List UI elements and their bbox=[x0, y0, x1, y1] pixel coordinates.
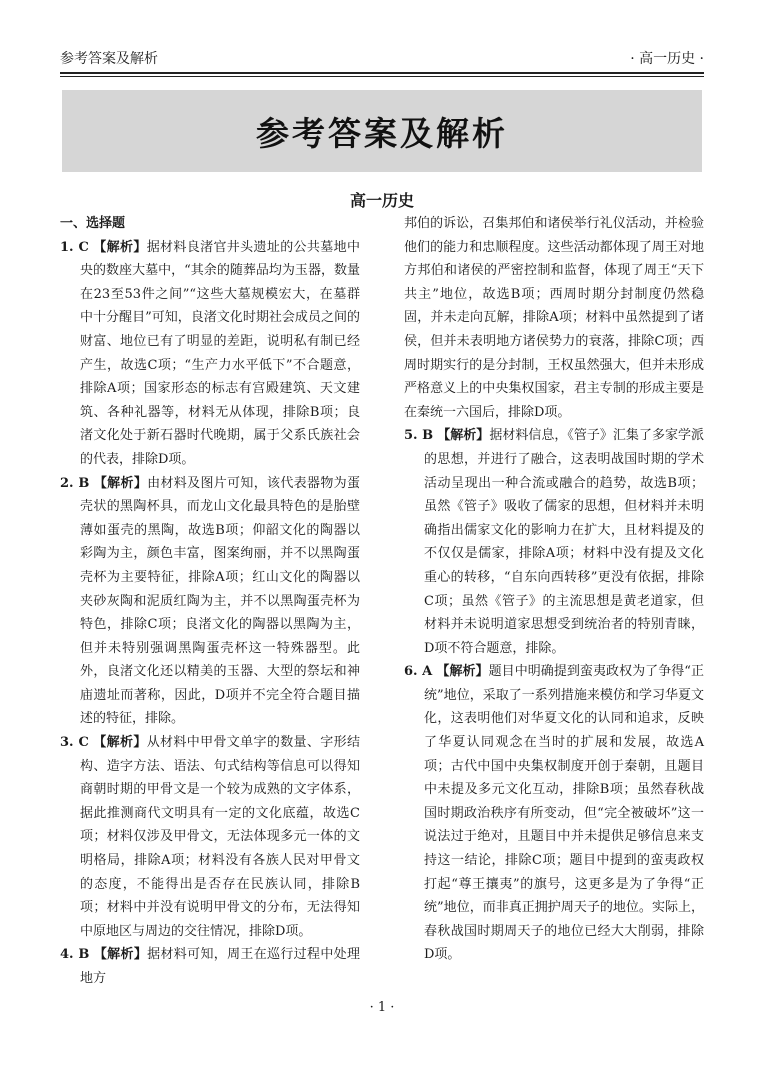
answer-item-3 bbox=[60, 731, 360, 943]
answer-number: 2. B bbox=[60, 475, 90, 491]
running-header bbox=[60, 44, 704, 70]
title-banner bbox=[62, 90, 702, 172]
answer-number: 4. B bbox=[60, 947, 90, 963]
answer-text: 题目中明确提到蛮夷政权为了争得“正统”地位，采取了一系列措施来模仿和学习华夏文化，这表明他们对华夏文化的认同和追求，反映了华夏认同观念在当时的扩展和发展，故选A项；古代中国中央集权制度开创于秦朝，且题目中未提及多元文化互动，排除B项；虽然春秋战国时期政治秩序有所变动，但“完全被破坏”这一说法过于绝对，且题目中并未提供足够信息来支持这一结论，排除C项；题目中提到的蛮夷政权打起“尊王攘夷”的旗号，这更多是为了争得“正统”地位，而非真正拥护周天子的地位。实际上，春秋战国时期周天子的地位已经大大削弱，排除D项。 bbox=[424, 664, 704, 963]
answer-item-5 bbox=[404, 424, 704, 660]
answer-item-4 bbox=[60, 943, 360, 990]
section-title: 一、选择题 bbox=[60, 216, 126, 231]
header-rule-thin bbox=[60, 76, 704, 77]
analysis-tag: 【解析】 bbox=[437, 428, 490, 444]
answer-item-1 bbox=[60, 236, 360, 472]
answer-number: 3. C bbox=[60, 735, 89, 751]
answer-item-6 bbox=[404, 660, 704, 967]
answer-text: 从材料中甲骨文单字的数量、字形结构、造字方法、语法、句式结构等信息可以得知商朝时期的甲骨文是一个较为成熟的文字体系，据此推测商代文明具有一定的文化底蕴，故选C项；材料仅涉及甲骨文，无法体现多元一体的文明格局，排除A项；材料没有各族人民对甲骨文的态度，不能得出是否存在民族认同，排除B项；材料中并没有说明甲骨文的分布，无法得知中原地区与周边的交往情况，排除D项。 bbox=[80, 735, 360, 939]
answer-text: 据材料信息，《管子》汇集了多家学派的思想，并进行了融合，这表明战国时期的学术活动呈现出一种合流或融合的趋势，故选B项；虽然《管子》吸收了儒家的思想，但材料并未明确指出儒家文化的影响力在扩大，且材料提及的不仅仅是儒家，排除A项；材料中没有提及文化重心的转移，“自东向西转移”更没有依据，排除C项；虽然《管子》的主流思想是黄老道家，但材料并未说明道家思想受到统治者的特别青睐，D项不符合题意，排除。 bbox=[424, 428, 704, 656]
header-right-subject: · 高一历史 · bbox=[630, 51, 704, 67]
answer-text: 据材料可知，周王在巡行过程中处理地方 bbox=[80, 947, 360, 986]
answer-item-4-continued bbox=[404, 212, 704, 424]
analysis-tag: 【解析】 bbox=[436, 664, 489, 680]
analysis-tag: 【解析】 bbox=[93, 239, 147, 255]
analysis-tag: 【解析】 bbox=[93, 947, 148, 963]
answer-number: 5. B bbox=[404, 428, 434, 444]
header-left-title: 参考答案及解析 bbox=[60, 51, 158, 67]
subject-title: 高一历史 bbox=[349, 191, 414, 210]
answer-number: 6. A bbox=[404, 664, 433, 680]
answer-item-2 bbox=[60, 472, 360, 732]
left-column bbox=[60, 212, 360, 991]
answer-text: 据材料良渚官井头遗址的公共墓地中央的数座大墓中，“其余的随葬品均为玉器，数量在23至53件之间”“这些大墓规模宏大，在墓群中十分醒目”可知，良渚文化时期社会成员之间的财富、地位已有了明显的差距，说明私有制已经产生，故选C项；“生产力水平低下”不合题意，排除A项；国家形态的标志有宫殿建筑、天文建筑、各种礼器等，材料无从体现，排除B项；良渚文化处于新石器时代晚期，属于父系氏族社会的代表，排除D项。 bbox=[80, 239, 360, 467]
header-rule bbox=[60, 72, 704, 74]
right-column bbox=[404, 212, 704, 967]
answer-text: 由材料及图片可知，该代表器物为蛋壳状的黑陶杯具，而龙山文化最具特色的是胎壁薄如蛋壳的黑陶，故选B项；仰韶文化的陶器以彩陶为主，颜色丰富，图案绚丽，并不以黑陶蛋壳杯为主要特征，排除A项；红山文化的陶器以夹砂灰陶和泥质红陶为主，并不以黑陶蛋壳杯为特色，排除C项；良渚文化的陶器以黑陶为主，但并未特别强调黑陶蛋壳杯这一特殊器型。此外，良渚文化还以精美的玉器、大型的祭坛和神庙遗址而著称，因此，D项并不完全符合题目描述的特征，排除。 bbox=[80, 475, 360, 727]
analysis-tag: 【解析】 bbox=[93, 735, 147, 751]
analysis-tag: 【解析】 bbox=[93, 475, 148, 491]
answer-text: 邦伯的诉讼，召集邦伯和诸侯举行礼仪活动，并检验他们的能力和忠顺程度。这些活动都体现了周王对地方邦伯和诸侯的严密控制和监督，体现了周王“天下共主”地位，故选B项；西周时期分封制度仍然稳固，并未走向瓦解，排除A项；材料中虽然提到了诸侯，但并未表明地方诸侯势力的衰落，排除C项；西周时期实行的是分封制，王权虽然强大，但并未形成严格意义上的中央集权国家，君主专制的形成主要是在秦统一六国后，排除D项。 bbox=[404, 216, 704, 420]
answer-number: 1. C bbox=[60, 239, 89, 255]
banner-title: 参考答案及解析 bbox=[256, 114, 508, 153]
page-number: · 1 · bbox=[369, 1000, 395, 1015]
